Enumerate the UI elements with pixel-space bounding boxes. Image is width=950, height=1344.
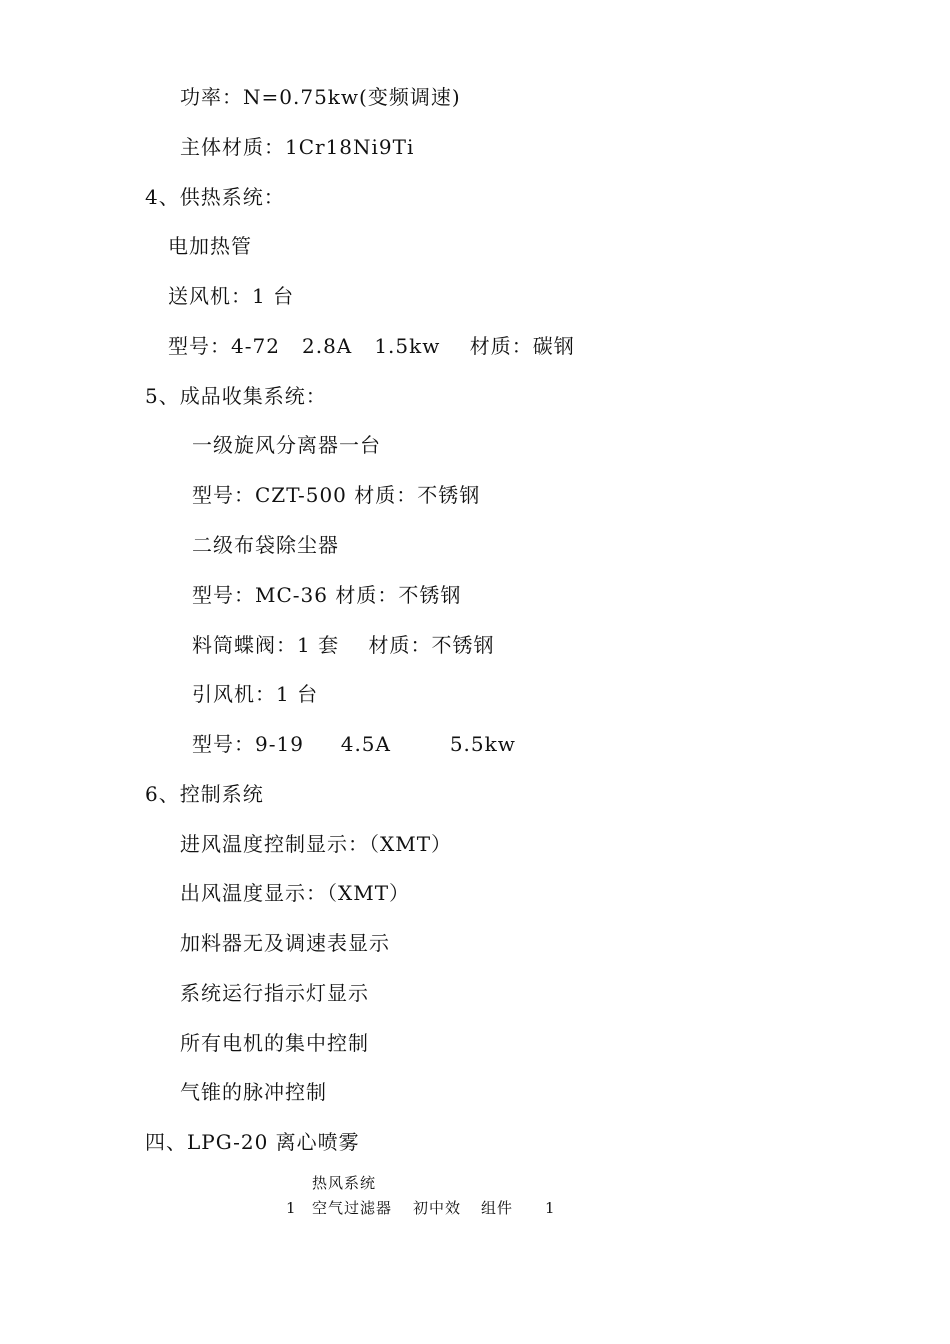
text-line: 送风机：1 台: [168, 284, 295, 308]
row-index: 1: [286, 1199, 297, 1217]
section-heading: 5、成品收集系统：: [145, 384, 327, 408]
text-line: 主体材质：1Cr18Ni9Ti: [180, 135, 415, 159]
text-line: 型号：MC-36 材质：不锈钢: [192, 583, 462, 607]
text-line: 气锥的脉冲控制: [180, 1080, 327, 1104]
section-heading: 6、控制系统: [145, 782, 264, 806]
row-spec: 初中效: [413, 1199, 462, 1217]
text-line: 进风温度控制显示：（XMT）: [180, 832, 453, 856]
row-unit: 组件: [481, 1199, 514, 1217]
row-qty: 1: [545, 1199, 556, 1217]
text-line: 型号：9-19 4.5A 5.5kw: [192, 732, 516, 756]
text-line: 所有电机的集中控制: [180, 1031, 369, 1055]
text-line: 型号：CZT-500 材质：不锈钢: [192, 483, 481, 507]
section-heading: 四、LPG-20 离心喷雾: [145, 1130, 360, 1154]
text-line: 料筒蝶阀：1 套 材质：不锈钢: [192, 633, 495, 657]
text-line: 型号：4-72 2.8A 1.5kw 材质：碳钢: [168, 334, 575, 358]
row-name: 空气过滤器: [312, 1199, 393, 1217]
text-line: 电加热管: [168, 234, 252, 258]
text-line: 引风机：1 台: [192, 682, 319, 706]
text-line: 加料器无及调速表显示: [180, 931, 390, 955]
table-heading: 热风系统: [312, 1174, 377, 1192]
text-line: 二级布袋除尘器: [192, 533, 339, 557]
text-line: 系统运行指示灯显示: [180, 981, 369, 1005]
text-line: 功率：N=0.75kw(变频调速): [180, 85, 461, 109]
text-line: 一级旋风分离器一台: [192, 433, 381, 457]
text-line: 出风温度显示：（XMT）: [180, 881, 411, 905]
section-heading: 4、供热系统：: [145, 185, 285, 209]
